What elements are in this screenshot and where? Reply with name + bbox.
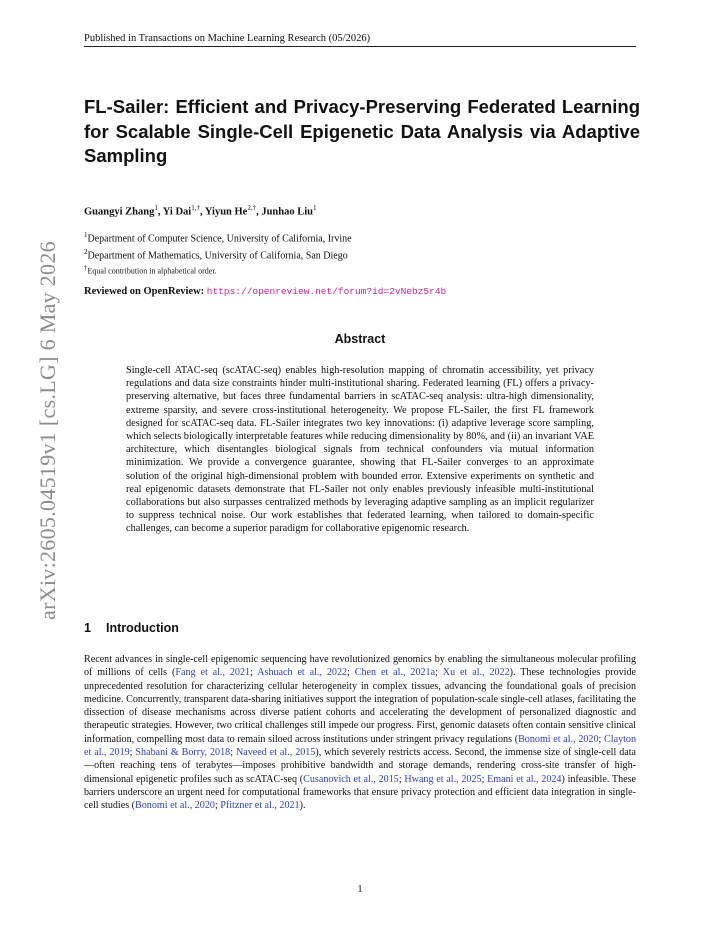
body-text: ; xyxy=(214,800,221,812)
body-text: ; xyxy=(347,667,355,679)
author: Guangyi Zhang xyxy=(84,206,155,218)
paper-title: FL-Sailer: Efficient and Privacy-Preserving Federated Learning for Scalable Single-Cell Epigenetic Data Analysis via Adaptive Sampling xyxy=(84,96,640,166)
openreview-label: Reviewed on OpenReview: xyxy=(84,286,205,297)
citation-link[interactable]: Naveed et al., 2015 xyxy=(235,747,316,759)
citation-link[interactable]: Hwang et al., 2025 xyxy=(404,773,482,785)
section-number: 1 xyxy=(84,621,91,635)
body-text: ), which severely restricts access. Second, the immense size of single-cell data—often reaching tens of terabytes—imposes prohibitive bandwidth and storage demands, rendering cross-site transfer of high-dimensional epigenetic profiles such as scATAC-seq ( xyxy=(84,747,637,785)
citation-link[interactable]: Clayton et al., 2019 xyxy=(84,733,637,759)
author-affiliation-mark: 1,† xyxy=(191,204,200,212)
author-affiliation-mark: 2,† xyxy=(247,204,257,212)
citation-link[interactable]: Xu et al., 2022 xyxy=(442,667,510,679)
body-text: ; xyxy=(598,733,605,745)
body-text: ). These technologies provide unprecedented resolution for characterizing cellular heterogeneity in complex tissues, advancing the foundational goals of precision medicine. Concurrently, transparent data-sharing initiatives support the integration of population-scale single-cell atlases, facilitating the dissection of disease mechanisms across diverse patient cohorts and accelerating the development of personalized diagnostic and therapeutic strategies. However, two critical challenges still impede our progress. First, genomic datasets often contain sensitive clinical information, compelling most data to remain siloed across institutions under stringent privacy regulations ( xyxy=(84,667,636,745)
arxiv-sidebar-stamp: arXiv:2605.04519v1 [cs.LG] 6 May 2026 xyxy=(35,241,60,620)
page-number: 1 xyxy=(357,884,363,895)
author: Yi Dai xyxy=(162,206,192,218)
section-title: Introduction xyxy=(106,621,179,635)
author: Junhao Liu xyxy=(261,206,313,218)
body-text: ; xyxy=(230,747,236,759)
citation-link[interactable]: Cusanovich et al., 2015 xyxy=(303,773,399,785)
body-text: ) infeasible. These barriers underscore an urgent need for computational frameworks that ensure privacy protection and efficient data integration in single-cell studies ( xyxy=(84,773,637,812)
citation-link[interactable]: Ashuach et al., 2022 xyxy=(257,667,348,679)
author-affiliation-mark: 1 xyxy=(312,204,317,212)
body-text: Recent advances in single-cell epigenomic sequencing have revolutionized genomics by enabling the simultaneous molecular profiling of millions of cells ( xyxy=(84,654,636,679)
openreview-line xyxy=(84,285,644,299)
citation-link[interactable]: Shabani & Borry, 2018 xyxy=(135,747,231,759)
equal-contribution-note: †Equal contribution in alphabetical order. xyxy=(84,264,217,276)
body-text: ; xyxy=(250,667,258,679)
section-heading-introduction xyxy=(84,620,484,636)
citation-link[interactable]: Bonomi et al., 2020 xyxy=(135,800,215,812)
author-list: Guangyi Zhang$^1$, Yi Dai$^{1,\dagger}$, Yiyun $He^{2,\dagger}$, Junhao Liu$^1$ xyxy=(84,204,317,218)
affiliation-line: $^2$Department of Mathematics, University of California, San Diego xyxy=(84,247,348,261)
affiliation-line: $^1$Department of Computer Science, University of California, Irvine xyxy=(84,231,352,245)
citation-link[interactable]: Chen et al., 2021a xyxy=(354,667,436,679)
body-text: ; xyxy=(481,773,488,785)
openreview-link[interactable]: https://openreview.net/forum?id=2vNebz5r4b xyxy=(206,286,447,297)
abstract-heading: Abstract xyxy=(334,332,386,346)
running-header: Published in Transactions on Machine Learning Research (05/2026) xyxy=(84,33,636,47)
body-text: ; xyxy=(129,747,136,759)
citation-link[interactable]: Pfitzner et al., 2021 xyxy=(220,800,300,812)
body-text: ; xyxy=(435,667,443,679)
citation-link[interactable]: Fang et al., 2021 xyxy=(175,667,251,679)
citation-link[interactable]: Bonomi et al., 2020 xyxy=(518,733,599,745)
abstract-body: Single-cell ATAC-seq (scATAC-seq) enables high-resolution mapping of chromatin accessibility, yet privacy regulations and data size constraints hinder multi-institutional sharing. Federated learning (FL) offers a privacy-preserving alternative, but faces three fundamental barriers in scATAC-seq analysis: ultra-high dimensionality, extreme sparsity, and severe cross-institutional heterogeneity. We propose FL-Sailer, the first FL framework designed for scATAC-seq data. FL-Sailer integrates two key innovations: (i) adaptive leverage score sampling, which selects biologically interpretable features while reducing dimensionality by 80%, and (ii) an invariant VAE architecture, which disentangles biological signals from technical confounders via mutual information minimization. We provide a convergence guarantee, showing that FL-Sailer converges to an approximate solution of the original high-dimensional problem with bounded error. Extensive experiments on synthetic and real epigenomic datasets demonstrate that FL-Sailer not only enables previously infeasible multi-institutional collaborations but also surpasses centralized methods by leveraging adaptive sampling as an implicit regularizer to suppress technical noise. Our work establishes that federated learning, when tailored to domain-specific challenges, can become a superior paradigm for collaborative epigenomic research. xyxy=(126,365,594,535)
affiliation-list xyxy=(84,229,624,278)
body-text: ; xyxy=(398,773,405,785)
body-text: ). xyxy=(299,800,306,812)
citation-link[interactable]: Emani et al., 2024 xyxy=(487,773,562,785)
author: Yiyun He xyxy=(204,206,248,218)
author-affiliation-mark: 1 xyxy=(154,204,158,212)
introduction-paragraph xyxy=(84,653,636,813)
